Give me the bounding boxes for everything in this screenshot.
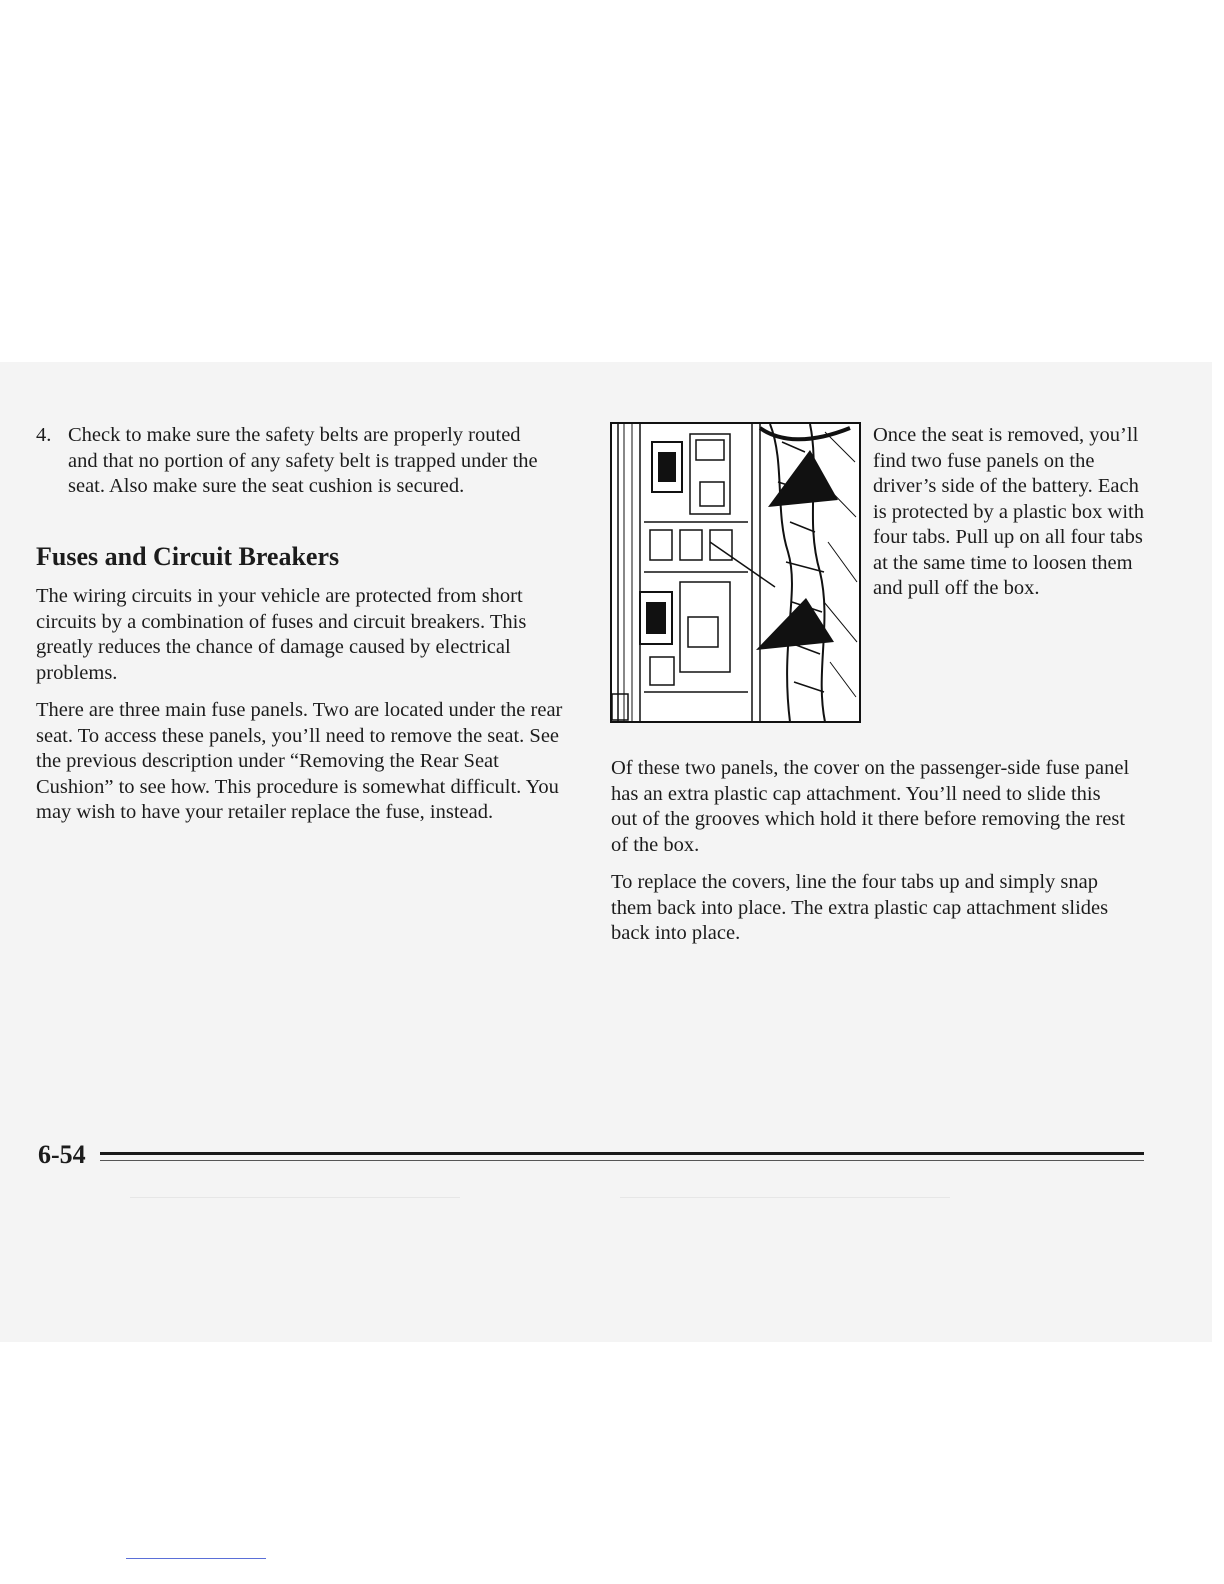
- fuse-panel-illustration: [610, 422, 861, 723]
- faint-divider-right: [620, 1197, 950, 1198]
- footer-rule-thick: [100, 1152, 1144, 1155]
- right-paragraph-1: Of these two panels, the cover on the passenger-side fuse panel has an extra plastic cap attachment. You’ll need to slide this out of the grooves which hold it there before removing the rest of the box.: [611, 757, 1130, 856]
- fuse-panel-drawing: [610, 422, 861, 723]
- list-item-number: 4.: [36, 424, 52, 446]
- faint-divider-left: [130, 1197, 460, 1198]
- section-paragraph-2: There are three main fuse panels. Two are located under the rear seat. To access these panels, you’ll need to remove the seat. See the previous description under “Removing the Rear Seat Cushion” to see how. This procedure is somewhat difficult. You may wish to have your retailer replace the fuse, instead.: [36, 699, 563, 823]
- footer-rule-thin: [100, 1160, 1144, 1161]
- list-item-text: Check to make sure the safety belts are properly routed and that no portion of any safety belt is trapped under the seat. Also make sure the seat cushion is secured.: [68, 424, 538, 497]
- section-paragraph-1: The wiring circuits in your vehicle are protected from short circuits by a combination of fuses and circuit breakers. This greatly reduces the chance of damage caused by electrical problems.: [36, 585, 527, 684]
- bottom-link-underline[interactable]: [126, 1558, 266, 1559]
- section-heading: Fuses and Circuit Breakers: [36, 542, 340, 571]
- right-paragraph-2: To replace the covers, line the four tabs up and simply snap them back into place. The extra plastic cap attachment slides back into place.: [611, 871, 1109, 944]
- figure-caption: Once the seat is removed, you’ll find two fuse panels on the driver’s side of the battery. Each is protected by a plastic box with four tabs. Pull up on all four tabs at the same time to loosen them and pull off the box.: [873, 424, 1144, 599]
- page-number: 6-54: [38, 1140, 86, 1169]
